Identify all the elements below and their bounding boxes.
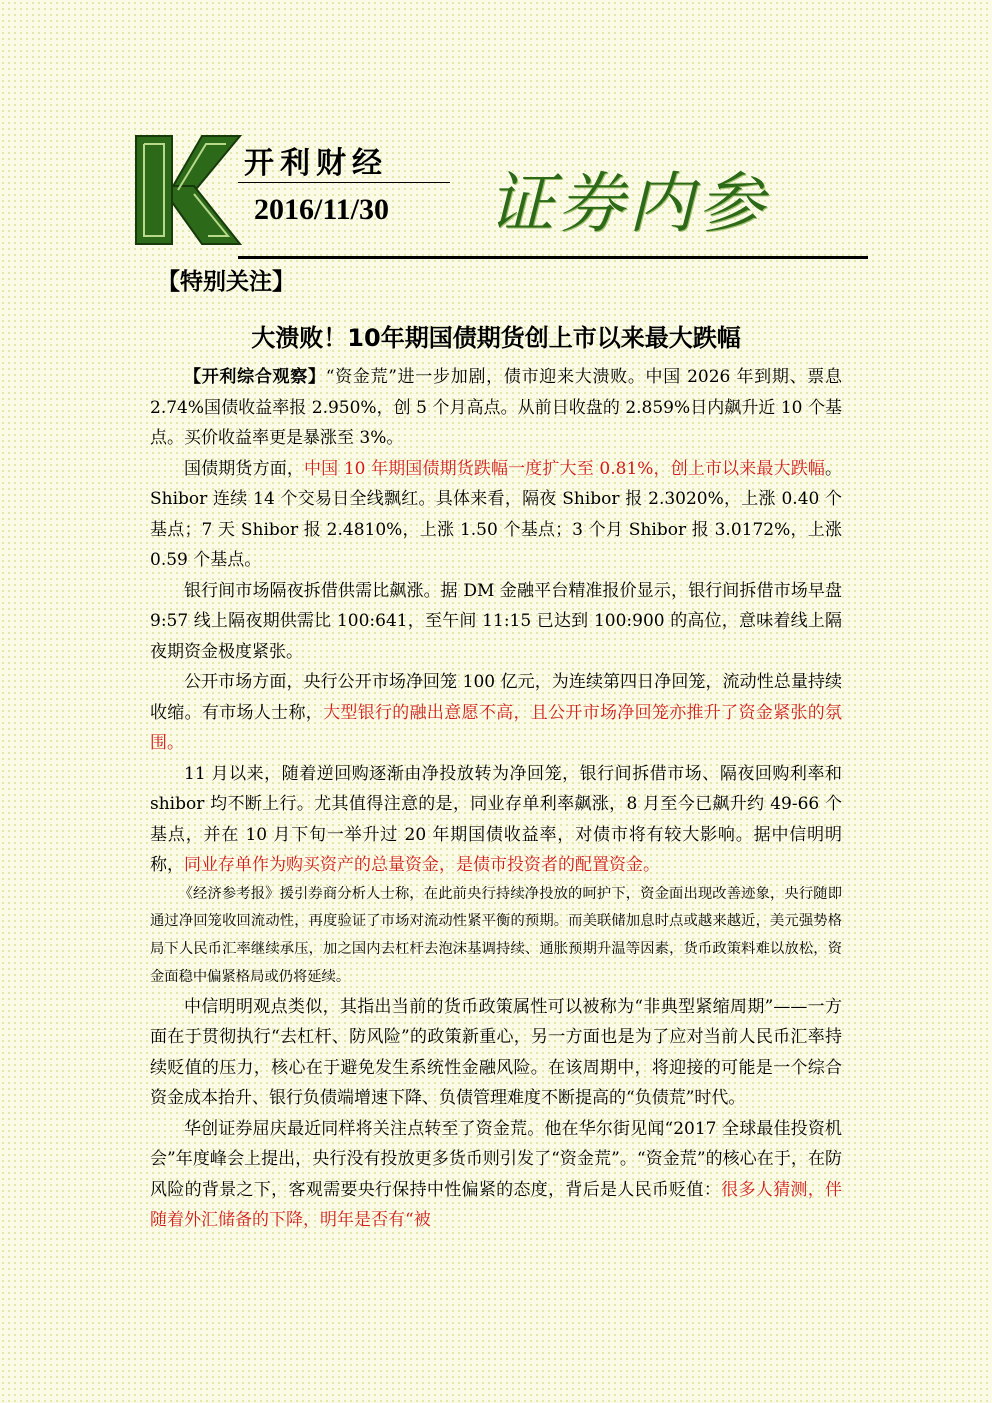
article-paragraph (150, 759, 842, 881)
article-paragraph (150, 576, 842, 668)
paragraph-text: 《经济参考报》援引券商分析人士称，在此前央行持续净投放的呵护下，资金面出现改善迹象，央行随即通过净回笼收回流动性，再度验证了市场对流动性紧平衡的预期。而美联储加息时点或越来越近，美元强势格局下人民币汇率继续承压，加之国内去杠杆去泡沫基调持续、通胀预期升温等因素，货币政策料难以放松，资金面稳中偏紧格局或仍将延续。 (150, 885, 842, 985)
paragraph-text: 。Shibor 连续 14 个交易日全线飘红。具体来看，隔夜 Shibor 报 2.3020%，上涨 0.40 个基点；7 天 Shibor 报 2.4810%，上涨 1.50 个基点；3 个月 Shibor 报 3.0172%，上涨 0.59 个基点。 (150, 458, 842, 570)
article-headline: 大溃败！10年期国债期货创上市以来最大跌幅 (251, 324, 741, 352)
article-paragraph (150, 881, 842, 992)
lead-label: 【开利综合观察】 (184, 367, 326, 387)
article-paragraph (150, 454, 842, 576)
brand-divider (238, 182, 450, 183)
brand-name: 开利财经 (244, 146, 388, 181)
masthead-rule (238, 256, 868, 259)
k-logo-icon (132, 130, 244, 250)
article-paragraph (150, 362, 842, 454)
paragraph-text: 国债期货方面， (184, 458, 304, 479)
paragraph-text: 华创证券屈庆最近同样将关注点转至了资金荒。他在华尔街见闻“2017 全球最佳投资机会”年度峰会上提出，央行没有投放更多货币则引发了“资金荒”。“资金荒”的核心在于，在防风险的背景之下，客观需要央行保持中性偏紧的态度，背后是人民币贬值： (150, 1118, 842, 1200)
highlighted-text: 很多人猜测，伴随着外汇储备的下降，明年是否有“被 (150, 1179, 843, 1231)
article-body (150, 362, 842, 1236)
article-paragraph (150, 667, 842, 759)
paragraph-text: 公开市场方面，央行公开市场净回笼 100 亿元，为连续第四日净回笼，流动性总量持续收缩。有市场人士称， (150, 672, 842, 723)
paragraph-text: “资金荒”进一步加剧，债市迎来大溃败。中国 2026 年到期、票息 2.74%国债收益率报 2.950%，创 5 个月高点。从前日收盘的 2.859%日内飙升近 10 个基点。买价收益率更是暴涨至 3%。 (150, 367, 843, 448)
highlighted-text: 大型银行的融出意愿不高，且公开市场净回笼亦推升了资金紧张的氛围。 (150, 702, 842, 753)
article-paragraph (150, 1114, 842, 1236)
article-paragraph (150, 992, 842, 1114)
publication-title: 证券内参 (488, 165, 768, 242)
paragraph-text: 中信明明观点类似，其指出当前的货币政策属性可以被称为“非典型紧缩周期”——一方面在于贯彻执行“去杠杆、防风险”的政策新重心，另一方面也是为了应对当前人民币汇率持续贬值的压力，核心在于避免发生系统性金融风险。在该周期中，将迎接的可能是一个综合资金成本抬升、银行负债端增速下降、负债管理难度不断提高的“负债荒”时代。 (150, 996, 842, 1109)
highlighted-text: 中国 10 年期国债期货跌幅一度扩大至 0.81%，创上市以来最大跌幅 (304, 458, 825, 479)
highlighted-text: 同业存单作为购买资产的总量资金，是债市投资者的配置资金。 (184, 855, 660, 875)
section-tag: 【特别关注】 (157, 269, 295, 295)
paragraph-text: 11 月以来，随着逆回购逐渐由净投放转为净回笼，银行间拆借市场、隔夜回购利率和 shibor 均不断上行。尤其值得注意的是，同业存单利率飙涨，8 月至今已飙升约 49-66 个基点，并在 10 月下旬一举升过 20 年期国债收益率，对债市将有较大影响。据中信明明称， (150, 763, 842, 875)
paragraph-text: 银行间市场隔夜拆借供需比飙涨。据 DM 金融平台精准报价显示，银行间拆借市场早盘 9:57 线上隔夜期供需比 100:641，至午间 11:15 已达到 100:900 的高位，意味着线上隔夜期资金极度紧张。 (150, 580, 842, 662)
issue-date: 2016/11/30 (254, 193, 390, 226)
